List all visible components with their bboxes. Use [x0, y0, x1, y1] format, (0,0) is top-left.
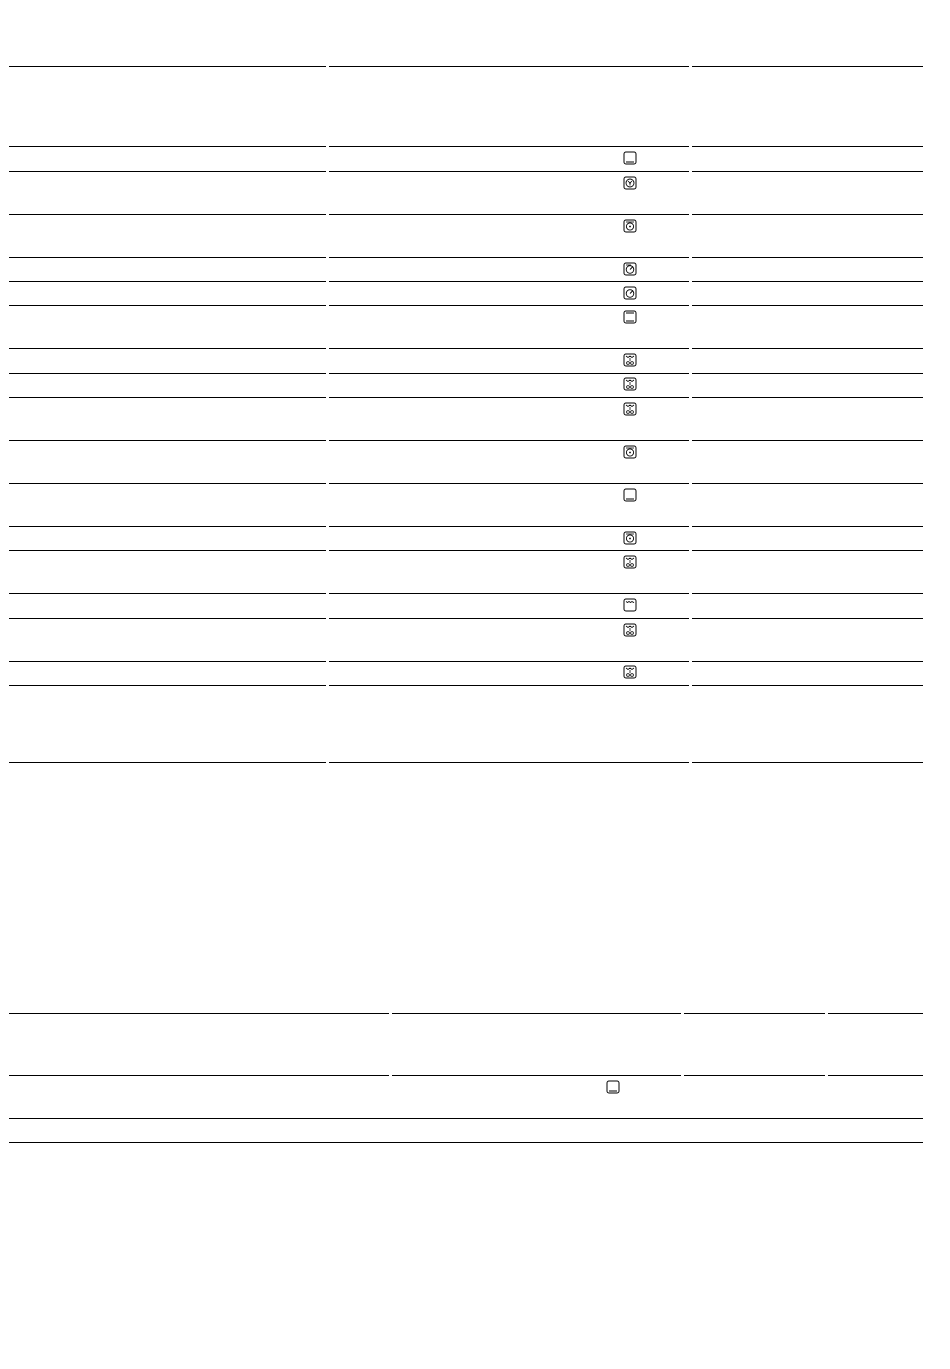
table-rule	[9, 1075, 923, 1076]
oven-top-bottom-heat-icon	[623, 310, 637, 324]
table-rule	[9, 397, 923, 398]
table-rule	[9, 685, 923, 686]
hot-air-fan-icon	[623, 531, 637, 545]
hot-air-fan-icon	[623, 176, 637, 190]
full-grill-icon	[623, 598, 637, 612]
oven-top-bottom-heat-icon	[623, 488, 637, 502]
table-rule	[9, 171, 923, 172]
hot-air-fan-icon	[623, 219, 637, 233]
table-rule	[9, 526, 923, 527]
table-rule	[9, 1118, 923, 1119]
table-rule	[9, 257, 923, 258]
grill-fan-icon	[623, 555, 637, 569]
table-rule	[9, 661, 923, 662]
table-rule	[9, 550, 923, 551]
pizza-setting-icon	[623, 262, 637, 276]
pizza-setting-icon	[623, 286, 637, 300]
grill-fan-icon	[623, 665, 637, 679]
grill-fan-icon	[623, 377, 637, 391]
grill-fan-icon	[623, 402, 637, 416]
table-rule	[9, 214, 923, 215]
grill-fan-icon	[623, 623, 637, 637]
table-rule	[9, 305, 923, 306]
table-rule	[9, 281, 923, 282]
grill-fan-icon	[623, 353, 637, 367]
table-rule	[9, 1142, 923, 1143]
table-rule	[9, 483, 923, 484]
hot-air-fan-icon	[623, 445, 637, 459]
table-rule	[9, 618, 923, 619]
table-rule	[9, 348, 923, 349]
table-rule	[9, 440, 923, 441]
table-rule	[9, 1013, 923, 1014]
table-rule	[9, 762, 923, 763]
table-rule	[9, 593, 923, 594]
table-rule	[9, 146, 923, 147]
table-rule	[9, 66, 923, 67]
table-rule	[9, 373, 923, 374]
oven-top-bottom-heat-icon	[623, 151, 637, 165]
bottom-heat-icon	[606, 1080, 620, 1094]
